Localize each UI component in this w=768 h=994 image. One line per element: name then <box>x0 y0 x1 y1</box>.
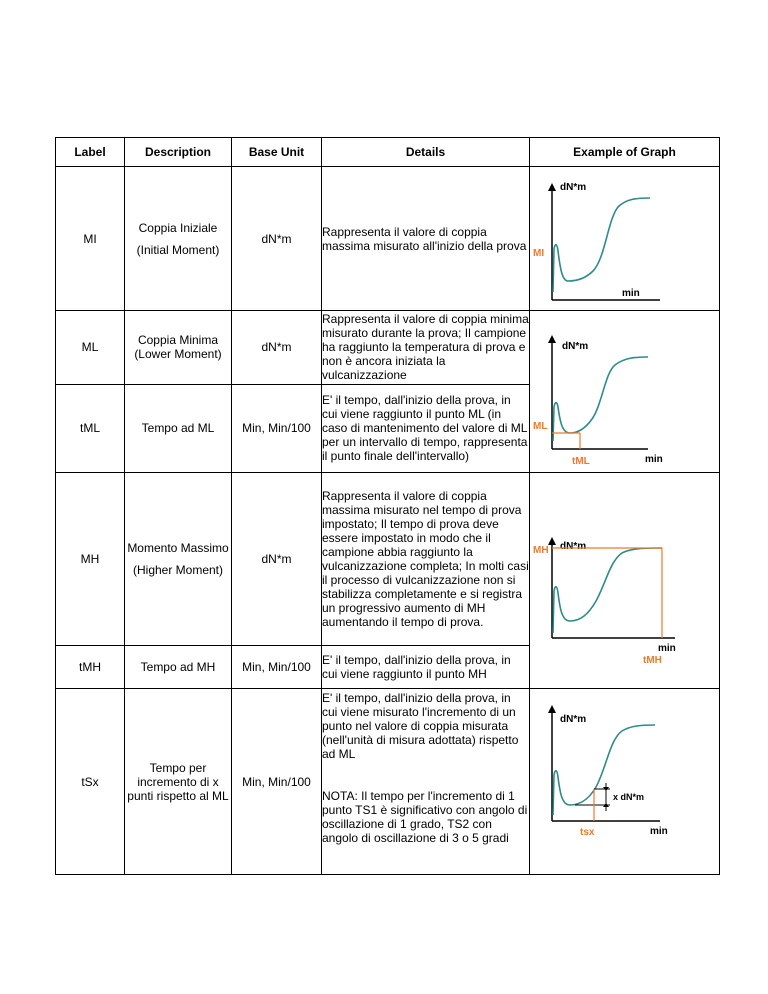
graph-cell-mi <box>530 167 720 311</box>
row-unit: dN*m <box>232 167 322 311</box>
row-label: tML <box>56 384 125 472</box>
mi-marker: MI <box>533 248 545 259</box>
y-axis-arrow <box>548 537 556 545</box>
tmh-marker: tMH <box>643 655 662 666</box>
delta-label: x dN*m <box>613 792 645 802</box>
description-it: Momento Massimo <box>127 541 229 556</box>
ml-marker: ML <box>533 421 548 432</box>
graph-tsx <box>530 689 720 871</box>
row-unit: dN*m <box>232 311 322 385</box>
tml-marker: tML <box>572 456 590 467</box>
header-graph: Example of Graph <box>530 138 720 167</box>
row-label: tSx <box>56 689 125 875</box>
graph-cell-ml <box>530 311 720 473</box>
cure-curve <box>553 198 650 292</box>
mh-marker: MH <box>533 545 549 556</box>
table-row <box>56 311 720 385</box>
row-label: ML <box>56 311 125 385</box>
graph-cell-mh <box>530 473 720 689</box>
details-text: E' il tempo, dall'inizio della prova, in cui viene misurato l'incremento di un punto nel valore di coppia misurata (nell'unità di misura adottata) rispetto ad ML <box>322 691 519 761</box>
row-unit: dN*m <box>232 473 322 646</box>
row-details: Rappresenta il valore di coppia minima misurato durante la prova; Il campione ha raggiunto la temperatura di prova e non è ancora iniziata la vulcanizzazione <box>322 312 529 383</box>
graph-cell-tsx <box>530 689 720 875</box>
row-description <box>125 167 232 311</box>
parameters-table <box>55 137 720 875</box>
graph-mh <box>530 473 720 685</box>
x-axis-label: min <box>658 643 676 654</box>
row-details: Rappresenta il valore di coppia massima misurato nel tempo di prova impostato; Il tempo di prova deve essere impostato in modo che il campione abbia raggiunto la vulcanizzazione completa; In molti casi il processo di vulcanizzazione non si stabilizza completamente e si registra un progressivo aumento di MH aumentando il tempo di prova. <box>322 473 530 646</box>
row-description: Coppia Minima (Lower Moment) <box>125 311 232 385</box>
row-label: tMH <box>56 646 125 689</box>
row-label: MI <box>56 167 125 311</box>
y-axis-arrow <box>548 183 556 191</box>
row-description: Tempo per incremento di x punti rispetto al ML <box>125 689 232 875</box>
header-details: Details <box>322 138 530 167</box>
row-description: Tempo ad MH <box>125 646 232 689</box>
row-details <box>322 689 530 875</box>
row-unit: Min, Min/100 <box>232 384 322 472</box>
header-base-unit: Base Unit <box>232 138 322 167</box>
row-description <box>125 473 232 646</box>
x-axis-label: min <box>622 288 640 299</box>
header-description: Description <box>125 138 232 167</box>
row-details: Rappresenta il valore di coppia massima misurato all'inizio della prova <box>322 167 530 311</box>
row-details: E' il tempo, dall'inizio della prova, in cui viene raggiunto il punto ML (in caso di mantenimento del valore di ML per un intervallo di tempo, rappresenta il punto finale dell'intervallo) <box>322 384 530 472</box>
y-axis-label: dN*m <box>560 714 587 725</box>
description-it: Coppia Iniziale <box>138 220 218 235</box>
row-unit: Min, Min/100 <box>232 689 322 875</box>
details-note: NOTA: Il tempo per l'incremento di 1 punto TS1 è significativo con angolo di oscillazione di 1 grado, TS2 con angolo di oscillazione di 3 o 5 gradi <box>322 789 528 845</box>
cure-curve <box>553 357 648 441</box>
row-label: MH <box>56 473 125 646</box>
row-description: Tempo ad ML <box>125 384 232 472</box>
row-details: E' il tempo, dall'inizio della prova, in cui viene raggiunto il punto MH <box>322 646 530 689</box>
y-axis-label: dN*m <box>560 541 587 552</box>
graph-ml <box>530 311 720 469</box>
x-axis-label: min <box>645 454 663 465</box>
tsx-marker: tsx <box>580 827 595 838</box>
y-axis-arrow <box>548 705 556 713</box>
table-row <box>56 167 720 311</box>
header-label: Label <box>56 138 125 167</box>
table-row <box>56 473 720 646</box>
row-unit: Min, Min/100 <box>232 646 322 689</box>
cure-curve <box>553 548 662 633</box>
y-axis-arrow <box>548 335 556 343</box>
table-row <box>56 689 720 875</box>
y-axis-label: dN*m <box>562 341 589 352</box>
x-axis-label: min <box>650 826 668 837</box>
y-axis-label: dN*m <box>560 182 587 193</box>
header-row <box>56 138 720 167</box>
graph-mi <box>530 167 720 307</box>
description-en: (Initial Moment) <box>136 242 220 257</box>
description-en: (Higher Moment) <box>132 563 224 578</box>
